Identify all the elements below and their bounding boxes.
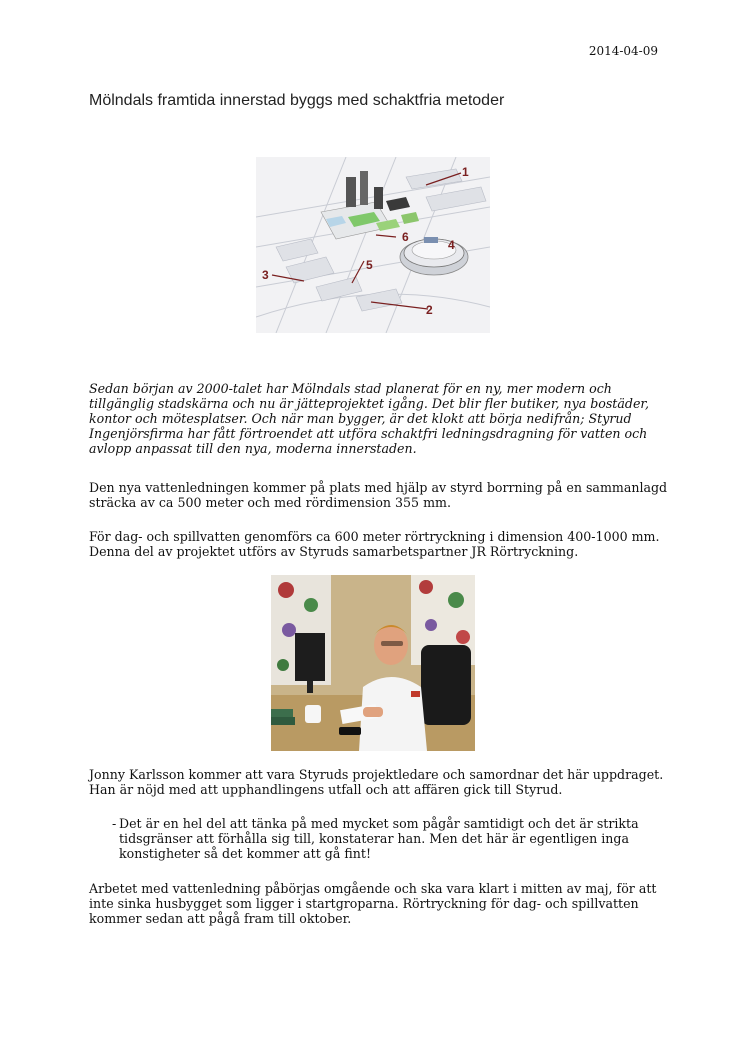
map-label-3: 3	[262, 268, 269, 282]
map-label-5: 5	[366, 258, 373, 272]
project-manager-photo	[271, 575, 475, 751]
map-label-6: 6	[402, 230, 409, 244]
paragraph-schedule: Arbetet med vattenledning påbörjas omgående och ska vara klart i mitten av maj, för att inte sinka husbygget som ligger i startgroparna. Rörtryckning för dag- och spillvatten kommer sedan att pågå fram till oktober.	[89, 881, 657, 926]
page-title: Mölndals framtida innerstad byggs med schaktfria metoder	[89, 92, 505, 109]
intro-paragraph: Sedan början av 2000-talet har Mölndals stad planerat för en ny, mer modern och tillgänglig stadskärna och nu är jätteprojektet igång. Det blir fler butiker, nya bostäder, kontor och mötesplatser. Och när man bygger, är det klokt att börja nedifrån; Styrud Ingenjörsfirma har fått förtroendet att utföra schaktfri ledningsdragning för vatten och avlopp anpassat till den nya, moderna innerstaden.	[89, 381, 650, 456]
quote-list	[89, 816, 669, 861]
city-model-illustration	[256, 157, 490, 333]
paragraph-storm-sewage: För dag- och spillvatten genomförs ca 600 meter rörtryckning i dimension 400-1000 mm. Denna del av projektet utförs av Styruds samarbetspartner JR Rörtryckning.	[89, 529, 660, 559]
paragraph-project-manager: Jonny Karlsson kommer att vara Styruds projektledare och samordnar det här uppdraget. Han är nöjd med att upphandlingens utfall och att affären gick till Styrud.	[89, 767, 664, 797]
map-label-2: 2	[426, 303, 433, 317]
document-date: 2014-04-09	[588, 44, 658, 58]
paragraph-water-pipe: Den nya vattenledningen kommer på plats med hjälp av styrd borrning på en sammanlagd sträcka av ca 500 meter och med rördimension 355 mm.	[89, 480, 668, 510]
quote-list-item: - Det är en hel del att tänka på med mycket som pågår samtidigt och det är strikta tidsgränser att förhålla sig till, konstaterar han. Men det här är egentligen inga konstigheter så det kommer att gå fint!	[89, 816, 669, 861]
map-label-4: 4	[448, 238, 455, 252]
map-label-1: 1	[462, 165, 469, 179]
